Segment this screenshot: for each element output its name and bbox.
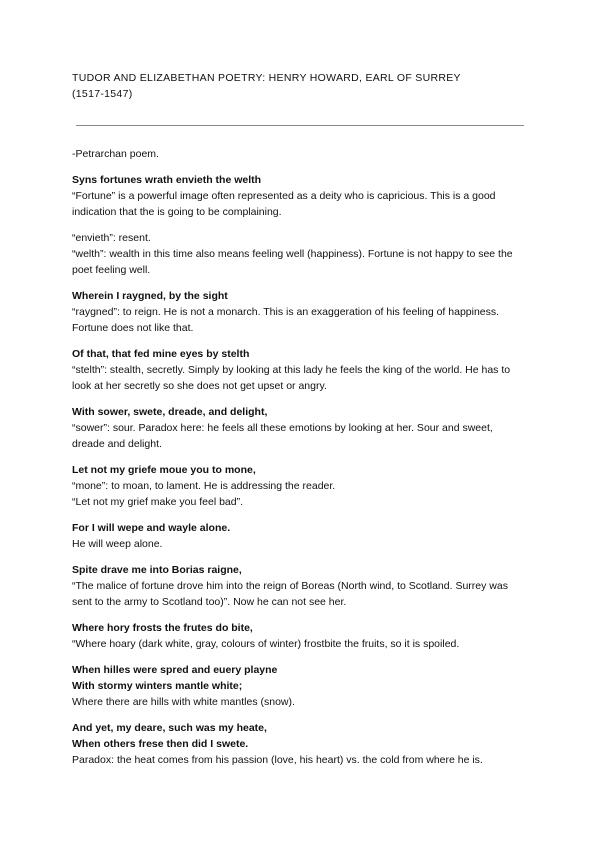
annotation-text: He will weep alone.: [72, 538, 163, 550]
section: [72, 620, 528, 652]
section: [72, 562, 528, 610]
annotation-text: “Let not my grief make you feel bad”.: [72, 496, 243, 508]
title-line-1: TUDOR AND ELIZABETHAN POETRY: HENRY HOWARD, EARL OF SURREY: [72, 72, 461, 84]
section: [72, 662, 528, 710]
annotation-text: “sower”: sour. Paradox here: he feels all these emotions by looking at her. Sour and sweet, dreade and delight.: [72, 422, 493, 450]
poem-line-heading: Spite drave me into Borias raigne,: [72, 564, 242, 576]
section: [72, 172, 528, 278]
poem-line-heading: When hilles were spred and euery playne: [72, 664, 278, 676]
poem-line-heading: With stormy winters mantle white;: [72, 680, 243, 692]
annotation-text: “stelth”: stealth, secretly. Simply by looking at this lady he feels the king of the world. He has to look at her secretly so she does not get upset or angry.: [72, 364, 511, 392]
poem-line-heading: Where hory frosts the frutes do bite,: [72, 622, 253, 634]
annotation-text: Paradox: the heat comes from his passion (love, his heart) vs. the cold from where he is.: [72, 754, 483, 766]
sections-container: [72, 172, 528, 778]
poem-line-heading: Syns fortunes wrath envieth the welth: [72, 174, 262, 186]
section: [72, 346, 528, 394]
annotation-text: “Where hoary (dark white, gray, colours of winter) frostbite the fruits, so it is spoiled.: [72, 638, 460, 650]
annotation-text: “raygned”: to reign. He is not a monarch. This is an exaggeration of his feeling of happiness. Fortune does not like that.: [72, 306, 500, 334]
annotation-text: Where there are hills with white mantles (snow).: [72, 696, 295, 708]
annotation-text: “envieth”: resent.: [72, 232, 151, 244]
intro-text: -Petrarchan poem.: [72, 148, 159, 160]
section: [72, 520, 528, 552]
poem-line-heading: Let not my griefe moue you to mone,: [72, 464, 256, 476]
section: [72, 404, 528, 452]
section: [72, 720, 528, 768]
horizontal-divider: [76, 125, 524, 126]
annotation-text: “welth”: wealth in this time also means feeling well (happiness). Fortune is not happy to see the poet feeling well.: [72, 248, 513, 276]
poem-line-heading: For I will wepe and wayle alone.: [72, 522, 231, 534]
poem-line-heading: With sower, swete, dreade, and delight,: [72, 406, 268, 418]
section: [72, 462, 528, 510]
paragraph-gap: [72, 220, 528, 230]
section: [72, 288, 528, 336]
page-title: [72, 70, 532, 102]
poem-line-heading: Wherein I raygned, by the sight: [72, 290, 228, 302]
annotation-text: “The malice of fortune drove him into the reign of Boreas (North wind, to Scotland. Surrey was sent to the army to Scotland too)”. Now he can not see her.: [72, 580, 508, 608]
annotation-text: “Fortune” is a powerful image often represented as a deity who is capricious. This is a good indication that the is going to be complaining.: [72, 190, 496, 218]
poem-line-heading: And yet, my deare, such was my heate,: [72, 722, 267, 734]
title-line-2: (1517-1547): [72, 88, 133, 100]
annotation-text: “mone”: to moan, to lament. He is addressing the reader.: [72, 480, 336, 492]
poem-line-heading: Of that, that fed mine eyes by stelth: [72, 348, 250, 360]
poem-line-heading: When others frese then did I swete.: [72, 738, 249, 750]
